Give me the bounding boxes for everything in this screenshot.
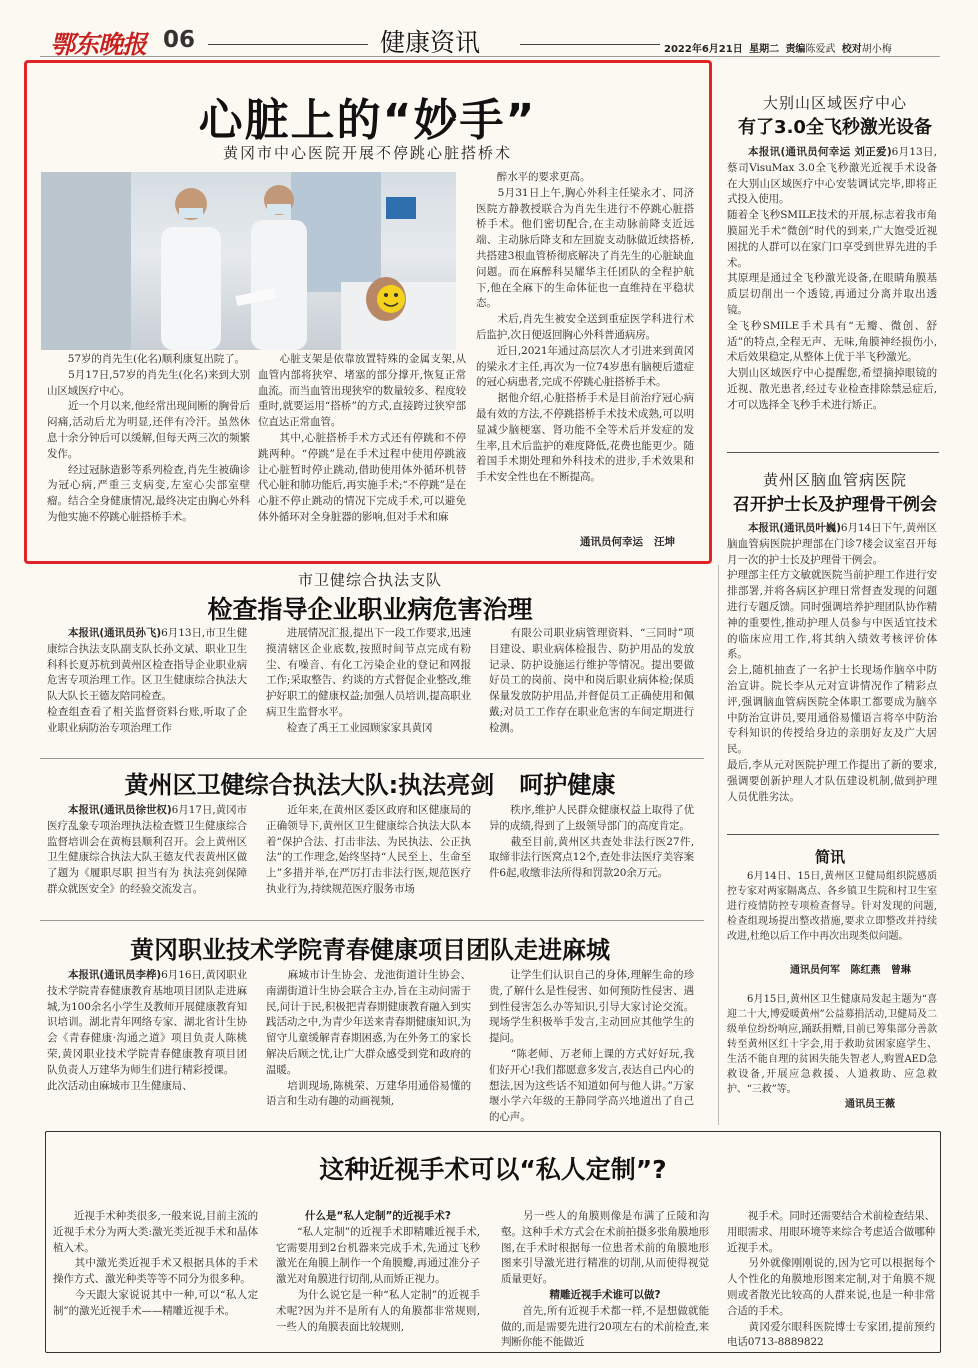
brief-byline-1: 通讯员何军 陈红燕 曾琳 [790,965,911,976]
proofreader-name: 胡小梅 [861,44,892,55]
article2-title: 检查指导企业职业病危害治理 [207,595,533,624]
masthead-logo: 鄂东晚报 [50,30,147,59]
lead-column-2: 心脏支架是依靠放置特殊的金属支架,从血管内部将狭窄、堵塞的部分撑开,恢复正常血流。而当血管出现狭窄的数量较多、程度较重时,就要运用“搭桥”的方式,直接跨过狭窄部位直达正常血管。 其中,心脏搭桥手术方式还有停跳和不停跳两种。“停跳”是在手术过程中使用停跳液让心脏暂时停止跳动,借助使用体外循环机替代心脏和肺功能后,再实施手术;“不停跳”是在心脏不停止跳动的情况下完成手术,可以避免体外循环对全身脏器的影响,但对手术和麻 [258,353,466,523]
sidebar2-title: 召开护士长及护理骨干例会 [733,495,937,515]
article3-title: 黄州区卫健综合执法大队:执法亮剑 呵护健康 [124,771,616,799]
sidebar2-text: 6月14日下午,黄州区脑血管病医院护理部在门诊7楼会议室召开每月一次的护士长及护理骨干例会。 护理部主任方文敏就医院当前护理工作进行安排部署,并将各病区护理日常督查发现的问题进行专题反馈。同时强调培养护理团队协作精神的重要性,推动护理人员参与中医适宜技术的临床应用工作,将其纳入绩效考核评价体系。 会上,随机抽查了一名护士长现场作脑卒中防治宣讲。院长李从元对宣讲情况作了精彩点评,强调脑血管病医院全体职工都要成为脑卒中防治宣讲员,要用通俗易懂语言将卒中防治专科知识的传授给身边的亲朋好友及广大居民。 最后,李从元对医院护理工作提出了新的要求,强调要创新护理人才队伍建设机制,做到护理人员优胜劣汰。 [727,522,937,803]
sidebar1-title: 有了3.0全飞秒激光设备 [738,117,932,138]
issue-weekday: 星期二 [749,44,780,55]
article4-col1-text: 6月16日,黄冈职业技术学院青春健康教育基地项目团队走进麻城,为100余名小学生及教师开展健康教育知识培训。湖北青年网络专家、湖北省计生协会《青春健康·沟通之道》项目负责人陈桃荣,黄冈职业技术学院青春健康教育项目团队负责人万建华为师生们进行精彩授课。 此次活动由麻城市卫生健康局、 [47,969,247,1092]
sidebar1-kicker: 大别山区域医疗中心 [762,94,907,112]
bottom-subhead-2: 精雕近视手术谁可以做? [549,1288,661,1301]
sidebar1-lead: 本报讯(通讯员何幸运 刘正爱) [748,146,892,158]
lead-title: 心脏上的“妙手” [198,95,537,146]
brief-byline-2: 通讯员王薇 [845,1099,895,1110]
editor-label: 责编 [785,44,806,55]
bottom-column-1: 近视手术种类很多,一般来说,目前主流的近视手术分为两大类:激光类近视手术和晶体植入术。 其中激光类近视手术又根据具体的手术操作方式、激光种类等等不同分为很多种。 今天跟大家说说其中一种,可以“私人定制”的激光近视手术——精雕近视手术。 [53,1210,258,1317]
column-divider [718,565,719,1125]
sidebar1-body [727,145,937,445]
sidebar2-body [727,521,937,831]
bottom-col3-text: 另一些人的角膜则像是布满了丘陵和沟壑。这种手术方式会在术前拍摄多张角膜地形图,在手术时根据每一位患者术前的角膜地形图来引导激光进行精准的切削,从而使得视觉质量更好。 [501,1210,709,1286]
page-number: 06 [163,27,196,53]
bottom-col2-text: “私人定制”的近视手术即精雕近视手术,它需要用到2台机器来完成手术,先通过飞秒激光在角膜上制作一个角膜瓣,再通过准分子激光对角膜进行切削,从而矫正视力。 为什么说它是一种“私人定制”的近视手术呢?因为并不是所有人的角膜都非常规则,一些人的角膜表面比较规则, [276,1225,480,1333]
bottom-column-4: 视手术。同时还需要结合术前检查结果、用眼需求、用眼环境等来综合考虑适合做哪种近视手术。 另外就像刚刚说的,因为它可以根据每个人个性化的角膜地形图来定制,对于角膜不规则或者散光比较高的人群来说,也是一种非常合适的手术。 黄冈爱尔眼科医院博士专家团,提前预约电话0713-8889822 [727,1210,935,1349]
article2-column-1 [47,626,247,751]
bottom-column-2 [276,1209,480,1349]
masthead-info [664,40,892,55]
article3-col1-text: 6月17日,黄冈市医疗乱象专项治理执法检查暨卫生健康综合监督培训会在黄梅县顺利召开。会上黄州区卫生健康综合执法大队王德友代表黄州区做了题为《履职尽职 担当有为 执法亮剑保障群众就医安全》的经验交流发言。 [47,804,247,895]
sidebar1-text: 6月13日,蔡司VisuMax 3.0全飞秒激光近视手术设备在大别山区域医疗中心安装调试完毕,即将正式投入使用。 随着全飞秒SMILE技术的开展,标志着我市角膜屈光手术“微创”时代的到来,广大饱受近视困扰的人群可以在家门口享受到世界先进的手术。 其原理是通过全飞秒激光设备,在眼睛角膜基质层切削出一个透镜,再通过分离并取出透镜。 全飞秒SMILE手术具有“无瓣、微创、舒适”的特点,全程无声、无味,角膜神经损伤小,术后效果稳定,从整体上优于半飞秒激光。 大别山区域医疗中心提醒您,希望摘掉眼镜的近视、散光患者,经过专业检查排除禁忌症后,才可以选择全飞秒手术进行矫正。 [727,146,937,411]
hospital-scene-illustration [41,172,456,350]
article3-column-3: 秩序,维护人民群众健康权益上取得了优异的成绩,得到了上级领导部门的高度肯定。 截至目前,黄州区共查处非法行医27件,取缔非法行医窝点12个,查处非法医疗美容案件6起,收缴非法所得和罚款20余万元。 [489,804,694,880]
article2-column-3: 有限公司职业病管理资料、“三同时”项目建设、职业病体检报告、防护用品的发放记录、防护设施运行维护等情况。提出要做好员工的岗前、岗中和岗后职业病体检;保质保量发放防护用品,并督促员工正确使用和佩戴;对员工工作存在职业危害的车间定期进行检测。 [489,627,694,734]
proof-label: 校对 [841,44,862,55]
article4-column-2: 麻城市计生协会、龙池街道计生协会、南湖街道计生协会联合主办,旨在主动问需于民,问计于民,积极把青春期健康教育融入到实践活动之中,为青少年送来青春期健康知识,为留守儿童缓解青春期困惑,为在外务工的家长解决后顾之忧,让广大群众感受到党和政府的温暖。 培训现场,陈桃荣、万建华用通俗易懂的语言和生动有趣的动画视频, [266,969,471,1108]
brief-title: 简讯 [814,848,845,866]
article3-column-1 [47,803,247,913]
brief-item-2: 6月15日,黄州区卫生健康局发起主题为“喜迎二十大,博爱暖黄州”公益募捐活动,卫健局及二级单位纷纷响应,踊跃捐赠,目前已筹集部分善款转至黄州区红十字会,用于救助贫困家庭学生、生活不能自理的贫困失能失智老人,购置AED急救设备,开展应急救援、人道救助、应急救护、“三救”等。 [727,994,937,1095]
article4-lead: 本报讯(通讯员李桦) [68,969,162,981]
brief-item-1: 6月14日、15日,黄州区卫健局组织院感质控专家对两家隔离点、各乡镇卫生院和村卫生室进行疫情防控专项检查督导。针对发现的问题,检查组现场提出整改措施,要求立即整改并持续改进,杜绝以后工作中再次出现类似问题。 [727,871,937,942]
editor-name: 陈爱武 [805,44,836,55]
lead-subtitle: 黄冈市中心医院开展不停跳心脏搭桥术 [222,144,512,162]
issue-date: 2022年6月21日 [664,44,743,55]
article3-column-2: 近年来,在黄州区委区政府和区健康局的正确领导下,黄州区卫生健康综合执法大队本着“保护合法、打击非法、为民执法、公正执法”的工作理念,始终坚持“人民至上、生命至上”多措并举,在严厉打击非法行医,规范医疗执业行为,持续规范医疗服务市场 [266,804,471,895]
bottom-col3b-text: 首先,所有近视手术都一样,不是想做就能做的,而是需要先进行20项左右的术前检查,来判断你能不能做近 [501,1304,709,1349]
article2-column-2: 进展情况汇报,提出下一段工作要求,迅速摸清辖区企业底数,按照时间节点完成有粉尘、有噪音、有化工污染企业的登记和网报工作;采取整告、约谈的方式督促企业整改,维护好职工的健康权益;加强人员培训,提高职业病卫生监督水平。 检查了禹王工业园顾家家具黄冈 [266,627,471,734]
article4-column-3: 让学生们认识自己的身体,理解生命的珍贵,了解什么是性侵害、如何预防性侵害、遇到性侵害怎么办等知识,引导大家讨论交流。现场学生积极举手发言,主动回应其他学生的提问。 “陈老师、万老师上课的方式好好玩,我们好开心!我们都愿意多发言,表达自己内心的想法,因为这些话不知道如何与他人讲。”万家堰小学六年级的王静同学高兴地道出了自己的心声。 [489,969,694,1123]
sidebar-divider-1 [727,452,939,453]
sidebar2-lead: 本报讯(通讯员叶巍) [748,522,841,534]
masthead-rule-left [208,44,368,45]
divider-art2 [40,758,704,759]
bottom-article-title: 这种近视手术可以“私人定制”? [319,1155,667,1184]
section-title: 健康资讯 [380,28,481,57]
article2-kicker: 市卫健综合执法支队 [297,571,442,589]
lead-photo [41,172,456,350]
article2-col1-text: 6月13日,市卫生健康综合执法支队副支队长孙文斌、职业卫生科科长夏苏杭到黄州区检查指导企业职业病危害专项治理工作。区卫生健康综合执法大队大队长王德友陪同检查。 检查组查看了相关监督资料台账,听取了企业职业病防治专项治理工作 [47,627,247,734]
lead-column-3: 醉水平的要求更高。 5月31日上午,胸心外科主任梁永才、同济医院方静教授联合为肖先生进行不停跳心脏搭桥手术。他们密切配合,在主动脉前降支近远端、主动脉后降支和左回旋支动脉做近续搭桥,共搭建3根血管桥彻底解决了肖先生的心脏缺血问题。而在麻醉科吴耀华主任团队的全程护航下,他在全麻下的生命体征也一直维持在平稳状态。 术后,肖先生被安全送到重症医学科进行术后监护,次日便返回胸心外科普通病房。 近日,2021年通过高层次人才引进来到黄冈的梁永才主任,再次为一位74岁患有脑梗后遗症的冠心病患者,完成不停跳心脏搭桥手术。 据他介绍,心脏搭桥手术是目前治疗冠心病最有效的方法,不停跳搭桥手术技术成熟,可以明显减少脑梗塞、肾功能不全等术后并发症的发生率,且术后监护的难度降低,花费也能更少。随着国手术期处理和外科技术的进步,手术效果和手术安全性也在不断提高。 [476,171,694,484]
article4-column-1 [47,968,247,1123]
bottom-column-3 [501,1209,709,1349]
lead-byline: 通讯员何幸运 汪坤 [580,536,675,548]
article2-lead: 本报讯(通讯员孙飞) [68,627,162,639]
sidebar2-kicker: 黄州区脑血管病医院 [762,471,907,489]
article3-lead: 本报讯(通讯员徐世权) [68,804,172,816]
divider-art3 [40,920,704,921]
masthead-underline [40,56,940,57]
bottom-subhead-1: 什么是“私人定制”的近视手术? [305,1210,451,1222]
lead-column-1: 57岁的肖先生(化名)顺利康复出院了。 5月17日,57岁的肖先生(化名)来到大别山区域医疗中心。 近一个月以来,他经常出现间断的胸骨后闷痛,活动后尤为明显,还伴有冷汗。虽然休息十余分钟后可以缓解,但每天两三次的频繁发作。 经过冠脉造影等系列检查,肖先生被确诊为冠心病,严重三支病变,左室心尖部室壁瘤。结合全身健康情况,最终决定由胸心外科为他实施不停跳心脏搭桥手术。 [47,353,250,523]
sidebar-divider-2 [727,834,939,835]
article4-title: 黄冈职业技术学院青春健康项目团队走进麻城 [130,936,610,964]
masthead-rule-right [520,44,660,45]
